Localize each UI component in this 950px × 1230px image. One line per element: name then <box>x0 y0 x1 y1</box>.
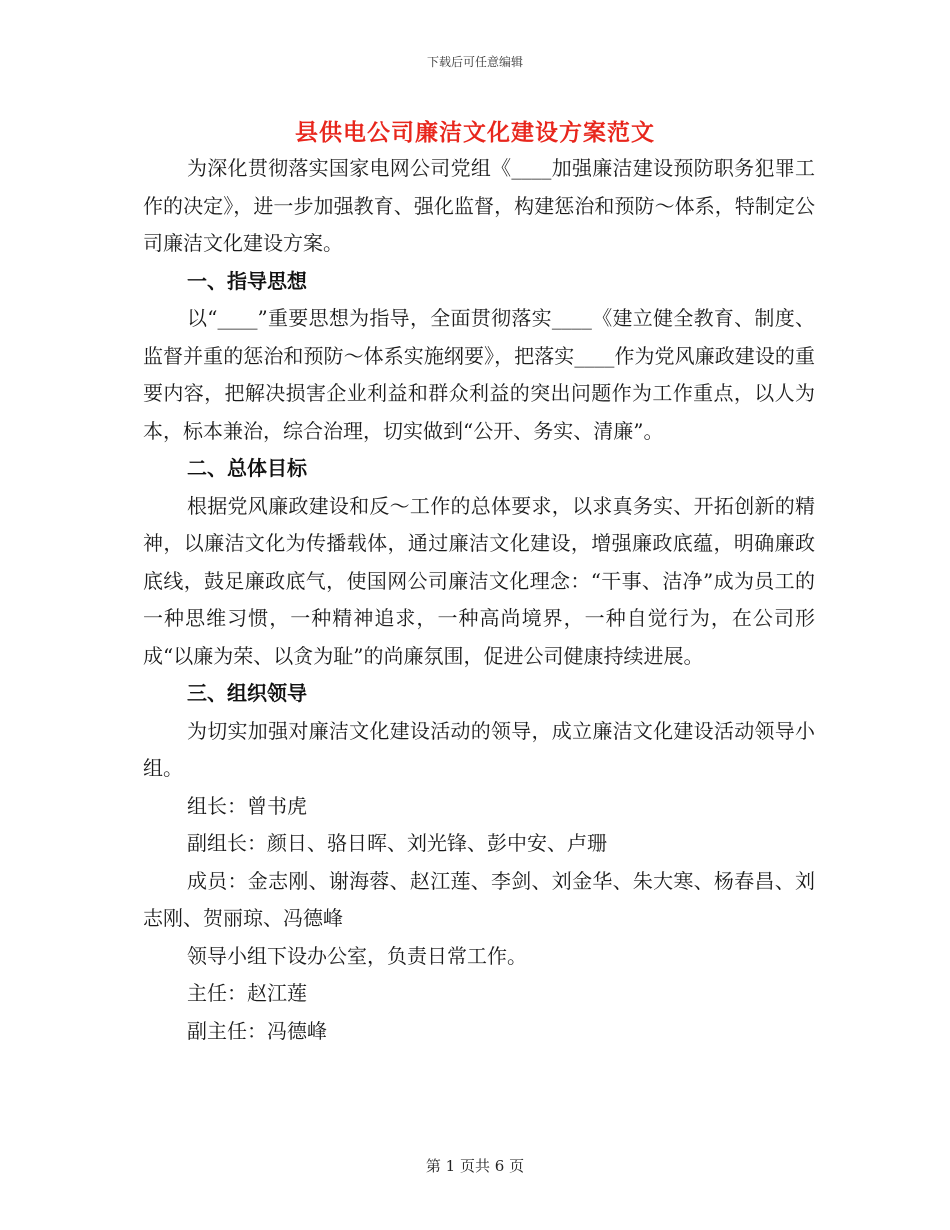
section-heading-guiding-thought: 一、指导思想 <box>187 268 307 293</box>
director-line: 主任：赵江莲 <box>187 981 307 1005</box>
document-title: 县供电公司廉洁文化建设方案范文 <box>295 119 655 146</box>
page-footer: 第 1 页共 6 页 <box>425 1157 525 1175</box>
paragraph-organization: 为切实加强对廉洁文化建设活动的领导，成立廉洁文化建设活动领导小组。 <box>143 718 815 780</box>
header-note: 下载后可任意编辑 <box>426 55 523 69</box>
deputy-leaders-line: 副组长：颜日、骆日晖、刘光锋、彭中安、卢珊 <box>187 831 607 855</box>
deputy-director-line: 副主任：冯德峰 <box>187 1018 327 1043</box>
paragraph-intro: 为深化贯彻落实国家电网公司党组《____加强廉洁建设预防职务犯罪工作的决定》，进一步加强教育、强化监督，构建惩治和预防～体系，特制定公司廉洁文化建设方案。 <box>143 156 815 255</box>
section-heading-overall-goal: 二、总体目标 <box>187 456 307 480</box>
paragraph-overall-goal: 根据党风廉政建设和反～工作的总体要求，以求真务实、开拓创新的精神，以廉洁文化为传播载体，通过廉洁文化建设，增强廉政底蕴，明确廉政底线，鼓足廉政底气，使国网公司廉洁文化理念：“干事、洁净”成为员工的一种思维习惯，一种精神追求，一种高尚境界，一种自觉行为，在公司形成“以廉为荣、以贪为耻”的尚廉氛围，促进公司健康持续进展。 <box>143 493 815 668</box>
group-leader-line: 组长：曾书虎 <box>187 793 307 818</box>
office-note-line: 领导小组下设办公室，负责日常工作。 <box>187 943 527 968</box>
section-heading-organization: 三、组织领导 <box>187 681 307 705</box>
paragraph-guiding-thought: 以“____”重要思想为指导，全面贯彻落实____《建立健全教育、制度、监督并重的惩治和预防～体系实施纲要》，把落实____作为党风廉政建设的重要内容，把解决损害企业利益和群众利益的突出问题作为工作重点，以人为本，标本兼治，综合治理，切实做到“公开、务实、清廉”。 <box>143 306 815 443</box>
document-body <box>143 150 815 1050</box>
members-line: 成员：金志刚、谢海蓉、赵江莲、李剑、刘金华、朱大寒、杨春昌、刘志刚、贺丽琼、冯德峰 <box>143 868 815 930</box>
